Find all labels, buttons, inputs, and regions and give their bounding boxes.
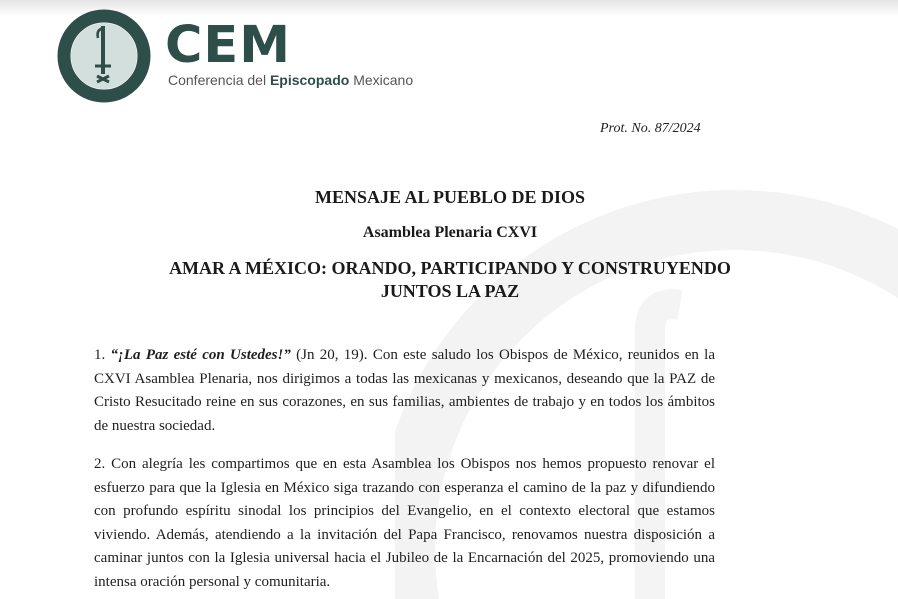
paragraph-1-text: (Jn 20, 19). Con este saludo los Obispos de México, reunidos en la CXVI Asamblea Plenaria, nos dirigimos a todas las mexicanas y mexicanos, deseando que la PAZ de Cristo Resucitado reine en sus corazones, en sus familias, ambientes de trabajo y en todos los ámbitos de nuestra sociedad. — [94, 347, 715, 434]
document-subtitle: Asamblea Plenaria CXVI — [362, 224, 538, 241]
paragraph-2: 2. Con alegría les compartimos que en esta Asamblea los Obispos nos hemos propuesto renovar el esfuerzo para que la Iglesia en México siga trazando con esperanza el camino de la paz y difundiendo con profundo espíritu sinodal los principios del Evangelio, en el contexto electoral que estamos viviendo. Además, atendiendo a la invitación del Papa Francisco, renovamos nuestra disposición a caminar juntos con la Iglesia universal hacia el Jubileo de la Encarnación del 2025, promoviendo una intensa oración personal y comunitaria. — [94, 456, 715, 590]
paragraph-1-number: 1. — [94, 347, 111, 363]
cem-logo-icon — [56, 8, 152, 104]
logo-subtitle: Conferencia del Episcopado Mexicano — [168, 72, 414, 88]
protocol-number: Prot. No. 87/2024 — [600, 121, 701, 136]
theme-line-1: AMAR A MÉXICO: ORANDO, PARTICIPANDO Y CONSTRUYENDO — [169, 258, 731, 278]
paragraph-1-quote: “¡La Paz esté con Ustedes!” — [110, 347, 291, 363]
document-title: MENSAJE AL PUEBLO DE DIOS — [314, 187, 586, 207]
logo-acronym: CEM — [165, 16, 292, 75]
document-theme — [140, 257, 760, 303]
paragraph-1 — [94, 344, 715, 438]
theme-line-2: JUNTOS LA PAZ — [380, 281, 520, 301]
